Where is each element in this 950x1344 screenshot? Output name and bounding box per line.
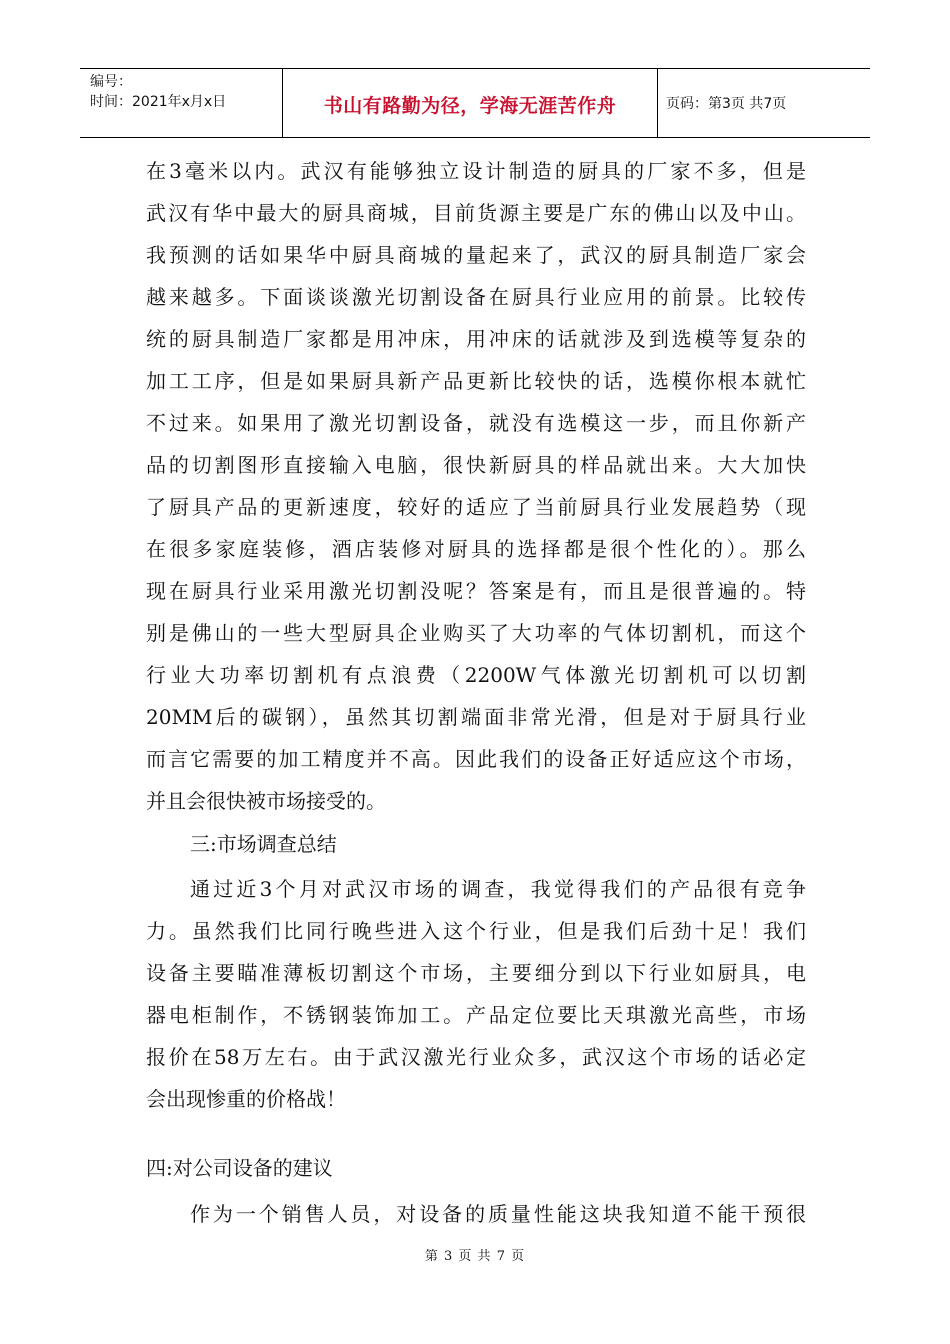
page-header: [80, 68, 870, 138]
header-page-cell: [658, 69, 870, 137]
paragraph-line: 现在厨具行业采用激光切割没呢？答案是有，而且是很普遍的。特: [146, 579, 806, 603]
paragraph-line: 设备主要瞄准薄板切割这个市场，主要细分到以下行业如厨具，电: [146, 961, 806, 985]
paragraph-line: 行业大功率切割机有点浪费（2200W气体激光切割机可以切割: [146, 663, 806, 687]
paragraph-line: 统的厨具制造厂家都是用冲床，用冲床的话就涉及到选模等复杂的: [146, 327, 806, 351]
header-motto-cell: [283, 69, 658, 137]
paragraph-line: 武汉有华中最大的厨具商城，目前货源主要是广东的佛山以及中山。: [146, 201, 806, 225]
paragraph-line: 品的切割图形直接输入电脑，很快新厨具的样品就出来。大大加快: [146, 453, 806, 477]
section-4-heading: 四:对公司设备的建议: [146, 1156, 333, 1180]
paragraph-line: 而言它需要的加工精度并不高。因此我们的设备正好适应这个市场，: [146, 747, 806, 771]
paragraph-line: 并且会很快被市场接受的。: [146, 789, 386, 813]
motto: 书山有路勤为径，学海无涯苦作舟: [323, 95, 617, 117]
time-label: 时间：2021年x月x日: [90, 94, 227, 110]
paragraph-line: 通过近3个月对武汉市场的调查，我觉得我们的产品很有竞争: [190, 877, 806, 901]
paragraph-line: 会出现惨重的价格战！: [146, 1087, 346, 1111]
paragraph-line: 加工工序，但是如果厨具新产品更新比较快的话，选模你根本就忙: [146, 369, 806, 393]
paragraph-line: 越来越多。下面谈谈激光切割设备在厨具行业应用的前景。比较传: [146, 285, 806, 309]
doc-number-label: 编号：: [90, 74, 132, 90]
section-3-heading: 三:市场调查总结: [190, 832, 337, 856]
paragraph-line: 20MM后的碳钢），虽然其切割端面非常光滑，但是对于厨具行业: [146, 705, 806, 729]
header-meta-cell: [80, 69, 283, 137]
paragraph-line: 在3毫米以内。武汉有能够独立设计制造的厨具的厂家不多，但是: [146, 159, 806, 183]
paragraph-line: 器电柜制作，不锈钢装饰加工。产品定位要比天琪激光高些，市场: [146, 1003, 806, 1027]
paragraph-line: 别是佛山的一些大型厨具企业购买了大功率的气体切割机，而这个: [146, 621, 806, 645]
page-info: 页码：第3页 共7页: [666, 96, 787, 112]
paragraph-line: 在很多家庭装修，酒店装修对厨具的选择都是很个性化的）。那么: [146, 537, 806, 561]
paragraph-line: 作为一个销售人员，对设备的质量性能这块我知道不能干预很: [190, 1202, 806, 1226]
paragraph-line: 不过来。如果用了激光切割设备，就没有选模这一步，而且你新产: [146, 411, 806, 435]
paragraph-line: 报价在58万左右。由于武汉激光行业众多，武汉这个市场的话必定: [146, 1045, 806, 1069]
paragraph-line: 了厨具产品的更新速度，较好的适应了当前厨具行业发展趋势（现: [146, 495, 806, 519]
paragraph-line: 我预测的话如果华中厨具商城的量起来了，武汉的厨具制造厂家会: [146, 243, 806, 267]
page-footer: 第 3 页 共 7 页: [424, 1249, 526, 1264]
paragraph-line: 力。虽然我们比同行晚些进入这个行业，但是我们后劲十足！我们: [146, 919, 806, 943]
